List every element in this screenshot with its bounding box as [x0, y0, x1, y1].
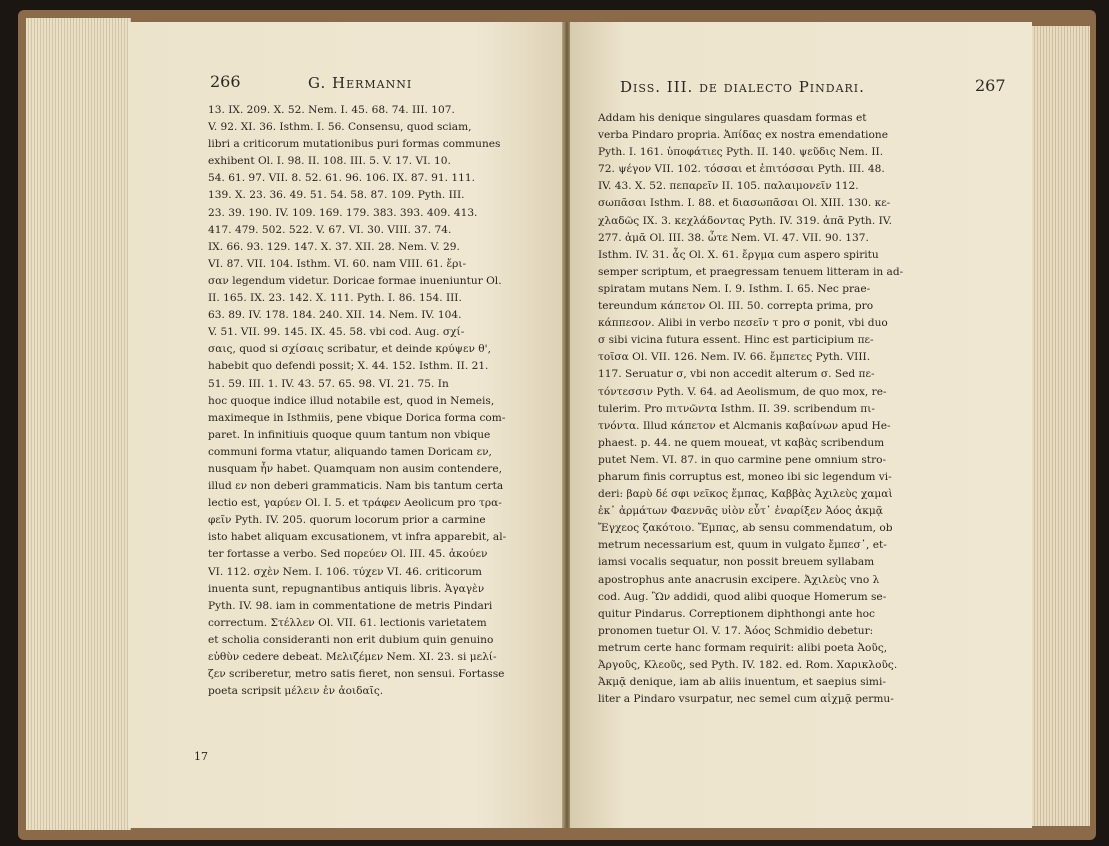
text-line: 54. 61. 97. VII. 8. 52. 61. 96. 106. IX. 87. 91. 111. — [208, 172, 475, 185]
text-line: habebit quo defendi possit; X. 44. 152. Isthm. II. 21. — [208, 360, 489, 373]
right-running-head: Diss. III. de dialecto Pindari. — [620, 78, 865, 96]
text-line: pharum finis corruptus est, moneo ibi sic legendum vi- — [598, 470, 892, 483]
text-line: 117. Seruatur σ, vbi non accedit alterum σ. Sed πε- — [598, 368, 875, 381]
text-line: 13. IX. 209. X. 52. Nem. I. 45. 68. 74. III. 107. — [208, 104, 455, 116]
text-line: σαν legendum videtur. Doricae formae inueniuntur Ol. — [208, 274, 502, 287]
text-line: metrum necessarium est, quum in vulgato ἔμπεσ᾽, et- — [598, 539, 887, 552]
text-line: II. 165. IX. 23. 142. X. 111. Pyth. I. 86. 154. III. — [208, 292, 462, 305]
text-line: metrum certe hanc formam requirit: alibi poeta Ἀοῦς, — [598, 641, 888, 654]
text-line: 139. X. 23. 36. 49. 51. 54. 58. 87. 109. Pyth. III. — [208, 189, 465, 202]
right-body-text — [598, 110, 1006, 708]
text-line: φεῖν Pyth. IV. 205. quorum locorum prior a carmine — [208, 514, 486, 527]
right-page-number: 267 — [975, 76, 1006, 95]
text-line: Ἀκμᾷ denique, iam ab aliis inuentum, et saepius simi- — [598, 676, 886, 689]
text-line: 277. ἀμᾶ Ol. III. 38. ὦτε Nem. VI. 47. VII. 90. 137. — [598, 231, 869, 244]
left-body-text — [208, 102, 554, 700]
text-line: Isthm. IV. 31. ἆς Ol. X. 61. ἔργμα cum aspero spiritu — [598, 248, 879, 261]
text-line: phaest. p. 44. ne quem moueat, vt καβὰς scribendum — [598, 436, 885, 449]
text-line: pronomen tuetur Ol. V. 17. Ἀόος Schmidio debetur: — [598, 624, 874, 637]
text-line: Pyth. IV. 98. iam in commentatione de metris Pindari — [208, 599, 493, 612]
text-line: lectio est, γαρύεν Ol. I. 5. et τράφεν Aeolicum pro τρα- — [208, 497, 502, 510]
text-line: paret. In infinitiuis quoque quum tantum non vbique — [208, 428, 491, 441]
text-line: cod. Aug. Ὢν addidi, quod alibi quoque Homerum se- — [598, 590, 887, 603]
text-line: ζεν scriberetur, metro satis fieret, non sensui. Fortasse — [208, 668, 505, 681]
text-line: IV. 43. X. 52. πεπαρεῖν II. 105. παλαιμονεῖν 112. — [598, 180, 859, 193]
left-running-head: G. Hermanni — [308, 74, 413, 92]
text-line: Pyth. I. 161. ὑποφάτιες Pyth. II. 140. ψεῦδις Nem. II. — [598, 146, 884, 159]
text-line: exhibent Ol. I. 98. II. 108. III. 5. V. 17. VI. 10. — [208, 155, 451, 168]
text-line: libri a criticorum mutationibus puri formas communes — [208, 138, 501, 151]
text-line: iamsi vocalis sequatur, non possit breuem syllabam — [598, 556, 875, 569]
left-margin-number: 17 — [194, 750, 208, 763]
text-line: τοῖσα Ol. VII. 126. Nem. IV. 66. ἔμπετες Pyth. VIII. — [598, 351, 871, 364]
left-page-edges — [26, 18, 131, 830]
text-line: isto habet aliquam excusationem, vt infra apparebit, al- — [208, 531, 507, 544]
text-line: hoc quoque indice illud notabile est, quod in Nemeis, — [208, 394, 495, 407]
text-line: τνόντα. Illud κάπετον et Alcmanis καβαίνων apud He- — [598, 419, 891, 432]
text-line: putet Nem. VI. 87. in quo carmine pene omnium stro- — [598, 453, 887, 466]
text-line: IX. 66. 93. 129. 147. X. 37. XII. 28. Nem. V. 29. — [208, 240, 460, 253]
text-line: correctum. Στέλλεν Ol. VII. 61. lectionis varietatem — [208, 616, 487, 629]
text-line: εὐθὺν cedere debeat. Μελιζέμεν Nem. XI. 23. si μελί- — [208, 651, 497, 663]
text-line: VI. 112. σχὲν Nem. I. 106. τύχεν VI. 46. criticorum — [208, 565, 482, 578]
text-line: κάππεσον. Alibi in verbo πεσεῖν τ pro σ ponit, vbi duo — [598, 317, 888, 330]
text-line: et scholia consideranti non erit dubium quin genuino — [208, 633, 494, 646]
text-line: Ἔγχεος ζακότοιο. Ἔμπας, ab sensu commendatum, ob — [598, 522, 893, 535]
text-line: quitur Pindarus. Correptionem diphthongi ante hoc — [598, 607, 875, 620]
text-line: 51. 59. III. 1. IV. 43. 57. 65. 98. VI. 21. 75. In — [208, 377, 449, 390]
text-line: tereundum κάπετον Ol. III. 50. correpta prima, pro — [598, 300, 874, 313]
left-page — [128, 22, 564, 828]
text-line: illud εν non deberi grammaticis. Nam bis tantum certa — [208, 480, 504, 493]
text-line: apostrophus ante anacrusin excipere. Ἀχιλεὺς vno λ — [598, 573, 880, 586]
text-line: tulerim. Pro πιτνῶντα Isthm. II. 39. scribendum πι- — [598, 402, 875, 415]
text-line: χλαδῶς IX. 3. κεχλάδοντας Pyth. IV. 319. ἀπᾶ Pyth. IV. — [598, 214, 892, 227]
text-line: VI. 87. VII. 104. Isthm. VI. 60. nam VIII. 61. ἔρι- — [208, 257, 467, 270]
text-line: 23. 39. 190. IV. 109. 169. 179. 383. 393. 409. 413. — [208, 206, 478, 219]
text-line: semper scriptum, et praegressam tenuem litteram in ad- — [598, 265, 904, 278]
text-line: communi forma vtatur, aliquando tamen Doricam εν, — [208, 445, 492, 458]
text-line: σαις, quod si σχίσαις scribatur, et deinde κρύψεν θ', — [208, 343, 491, 356]
text-line: V. 92. XI. 36. Isthm. I. 56. Consensu, quod sciam, — [208, 121, 472, 134]
text-line: ter fortasse a verbo. Sed πορεύεν Ol. III. 45. ἀκούεν — [208, 548, 488, 561]
left-page-number: 266 — [210, 72, 241, 91]
right-page-edges — [1032, 26, 1090, 826]
text-line: 417. 479. 502. 522. V. 67. VI. 30. VIII. 37. 74. — [208, 223, 452, 236]
text-line: 72. ψέγον VII. 102. τόσσαι et ἐπιτόσσαι Pyth. III. 48. — [598, 163, 885, 176]
text-line: inuenta sunt, repugnantibus antiquis libris. Ἀγαγὲν — [208, 582, 485, 595]
text-line: spiratam mutans Nem. I. 9. Isthm. I. 65. Nec prae- — [598, 282, 871, 295]
text-line: Ἀργοῦς, Κλεοῦς, sed Pyth. IV. 182. ed. Rom. Χαρικλοῦς. — [598, 659, 898, 671]
text-line: liter a Pindaro vsurpatur, nec semel cum αἰχμᾷ permu- — [598, 693, 894, 706]
text-line: poeta scripsit μέλειν ἐν ἀοιδαῖς. — [208, 685, 384, 698]
text-line: V. 51. VII. 99. 145. IX. 45. 58. vbi cod. Aug. σχί- — [208, 326, 465, 339]
text-line: maximeque in Isthmiis, pene vbique Dorica forma com- — [208, 411, 506, 424]
text-line: τόντεσσιν Pyth. V. 64. ad Aeolismum, de quo mox, re- — [598, 385, 887, 398]
right-page — [570, 22, 1032, 828]
text-line: 63. 89. IV. 178. 184. 240. XII. 14. Nem. IV. 104. — [208, 309, 462, 322]
text-line: σωπᾶσαι Isthm. I. 88. et διασωπᾶσαι Ol. XIII. 130. κε- — [598, 197, 891, 210]
text-line: nusquam ἦν habet. Quamquam non ausim contendere, — [208, 462, 502, 475]
text-line: verba Pindaro propria. Ἀπίδας ex nostra emendatione — [598, 129, 889, 142]
text-line: Addam his denique singulares quasdam formas et — [598, 112, 867, 124]
text-line: σ sibi vicina futura essent. Hinc est participium πε- — [598, 334, 874, 347]
text-line: ἐκ᾽ ἁρμάτων Φαεννᾶς υἱὸν εὖτ᾽ ἐναρίξεν Ἀόος ἀκμᾷ — [598, 505, 883, 518]
text-line: deri: βαρὺ δέ σφι νεῖκος ἔμπας, Καββὰς Ἀχιλεὺς χαμαὶ — [598, 488, 893, 501]
